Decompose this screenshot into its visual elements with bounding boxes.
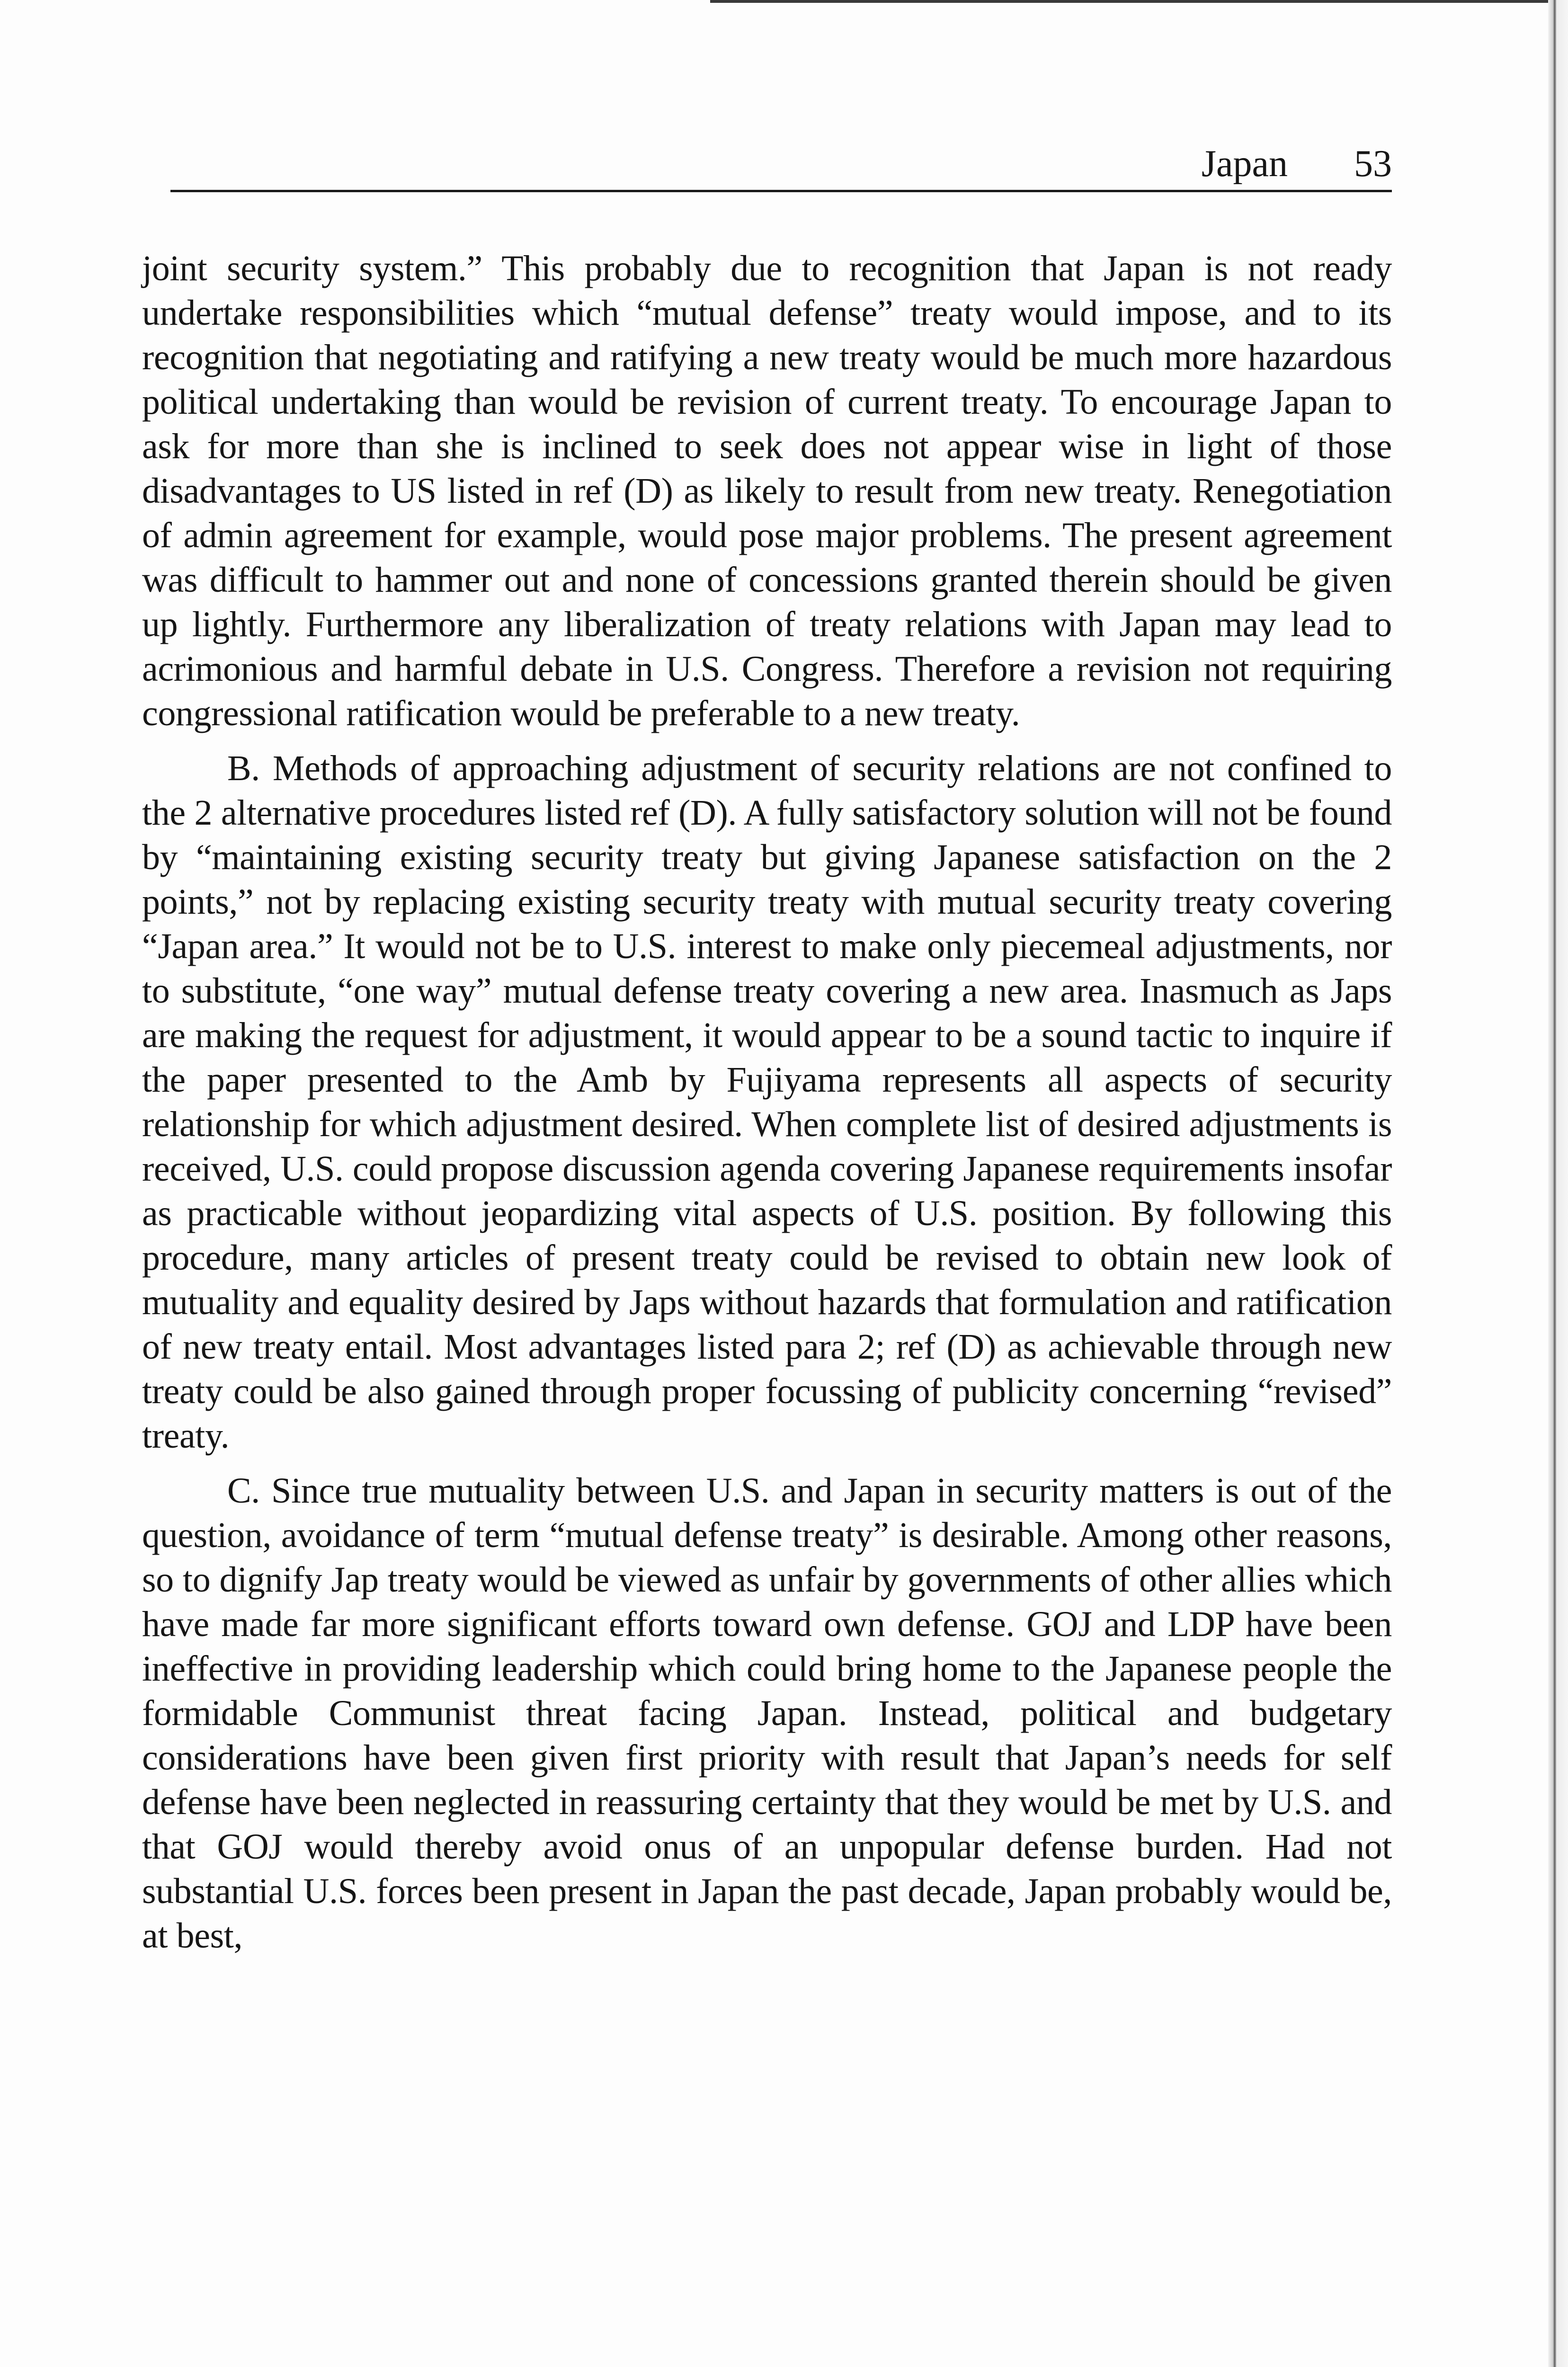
running-head-title: Japan [1201,143,1288,185]
paragraph-b: B. Methods of approaching adjustment of security relations are not confined to the 2 alternative procedures listed ref (D). A fully satisfactory solution will not be found by “maintaining existing security treaty but giving Japanese satisfaction on the 2 points,” not by replacing existing security treaty with mutual security treaty covering “Japan area.” It would not be to U.S. interest to make only piecemeal adjustments, nor to substitute, “one way” mutual defense treaty covering a new area. Inasmuch as Japs are making the request for adjustment, it would appear to be a sound tactic to inquire if the paper presented to the Amb by Fujiyama represents all aspects of security relationship for which adjustment desired. When complete list of desired adjustments is received, U.S. could propose discussion agenda covering Japanese requirements insofar as practicable without jeopardizing vital aspects of U.S. position. By following this procedure, many articles of present treaty could be revised to obtain new look of mutuality and equality desired by Japs without hazards that formulation and ratification of new treaty entail. Most advantages listed para 2; ref (D) as achievable through new treaty could be also gained through proper focussing of publicity concerning “revised” treaty. [142,748,1392,1456]
paragraph-c: C. Since true mutuality between U.S. and Japan in security matters is out of the question, avoidance of term “mutual defense treaty” is desirable. Among other reasons, so to dignify Jap treaty would be viewed as unfair by governments of other allies which have made far more significant efforts toward own defense. GOJ and LDP have been ineffective in providing leadership which could bring home to the Japanese people the formidable Communist threat facing Japan. Instead, political and budgetary considerations have been given first priority with result that Japan’s needs for self defense have been neglected in reassuring certainty that they would be met by U.S. and that GOJ would thereby avoid onus of an unpopular defense burden. Had not substantial U.S. forces been present in Japan the past decade, Japan probably would be, at best, [142,1471,1392,1956]
body-text [142,246,1392,1968]
book-spine-edge [1548,0,1568,2367]
page-number: 53 [1354,143,1392,185]
running-header [170,140,1392,197]
scan-top-edge [710,0,1553,3]
header-rule [170,190,1392,192]
paragraph-continuation: joint security system.” This probably due to recognition that Japan is not ready undertake responsibilities which “mutual defense” treaty would impose, and to its recognition that negotiating and ratifying a new treaty would be much more hazardous political undertaking than would be revision of current treaty. To encourage Japan to ask for more than she is inclined to seek does not appear wise in light of those disadvantages to US listed in ref (D) as likely to result from new treaty. Renegotiation of admin agreement for example, would pose major problems. The present agreement was difficult to hammer out and none of concessions granted therein should be given up lightly. Furthermore any liberalization of treaty relations with Japan may lead to acrimonious and harmful debate in U.S. Congress. Therefore a revision not requiring congressional ratification would be preferable to a new treaty. [142,249,1392,733]
